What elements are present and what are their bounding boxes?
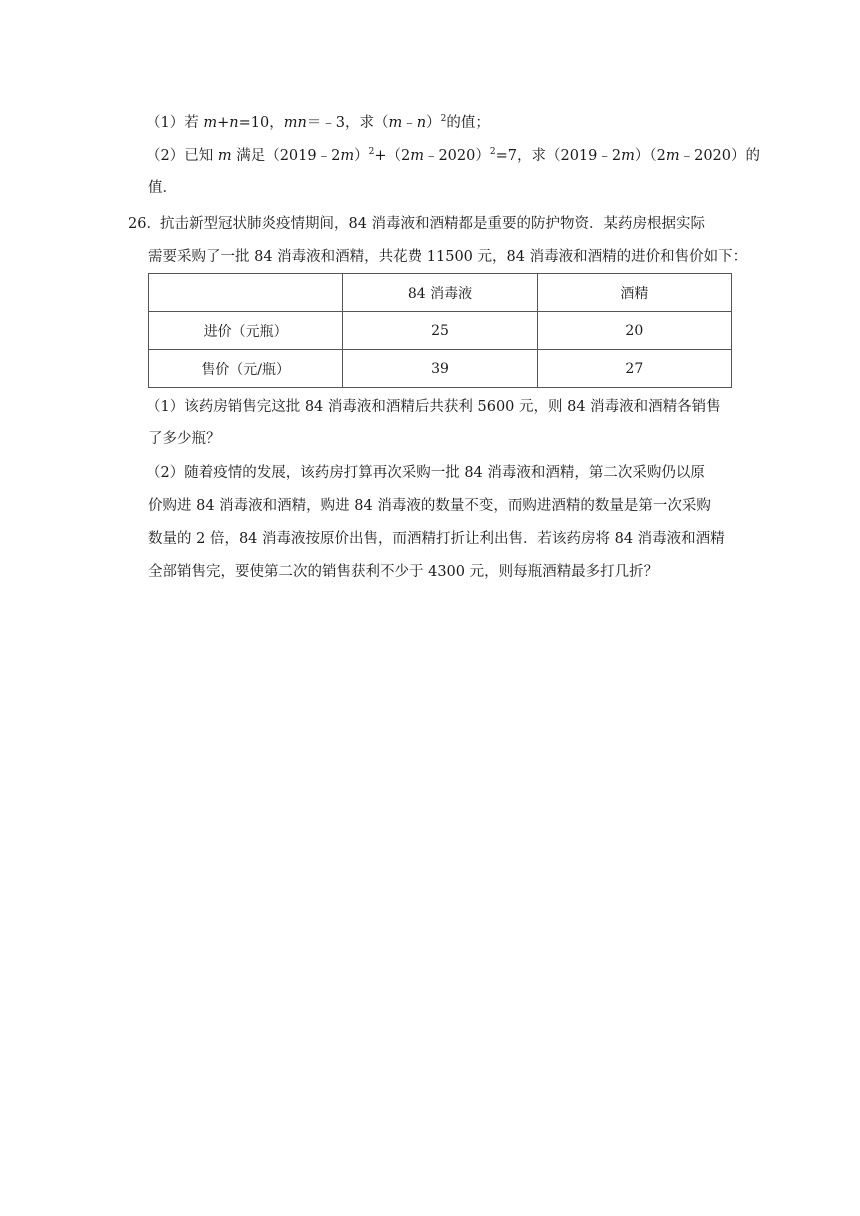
table-row [149, 350, 732, 388]
table-cell: 39 [343, 350, 537, 388]
table-cell: 20 [537, 312, 731, 350]
exponent: 2 [368, 147, 375, 158]
var-n: n [416, 115, 427, 131]
q26-part1-line2: 了多少瓶？ [148, 431, 221, 447]
q25-part2-line1 [146, 146, 760, 166]
table-cell: 25 [343, 312, 537, 350]
equation-text: +（2 [374, 148, 411, 164]
q26-part2-line4: 全部销售完，要使第二次的销售获利不少于 4300 元，则每瓶酒精最多打几折？ [148, 564, 659, 580]
q26-part2-line2: 价购进 84 消毒液和酒精，购进 84 消毒液的数量不变，而购进酒精的数量是第一次采购 [148, 498, 711, 514]
table-cell: 27 [537, 350, 731, 388]
table-header-cell: 84 消毒液 [343, 274, 537, 312]
equation-text: =7，求（2019﹣2 [495, 148, 622, 164]
equation-text: 满足（2019﹣2 [231, 148, 341, 164]
q25-part1-prefix: （1）若 [146, 115, 204, 131]
q26-part2-line1: （2）随着疫情的发展，该药房打算再次采购一批 84 消毒液和酒精，第二次采购仍以原 [146, 465, 705, 481]
var-m: m [665, 148, 680, 164]
table-header-cell [149, 274, 343, 312]
var-m: m [410, 148, 424, 164]
q25-part1 [146, 113, 490, 133]
equation-text: ）（2 [634, 148, 666, 164]
var-m: m [621, 148, 635, 164]
exponent: 2 [440, 114, 447, 125]
close-paren: ） [426, 115, 441, 131]
q26-part1-line1: （1）该药房销售完这批 84 消毒液和酒精后共获利 5600 元，则 84 消毒液和酒精各销售 [146, 399, 721, 415]
q26-part2-line3: 数量的 2 倍，84 消毒液按原价出售，而酒精打折让利出售．若该药房将 84 消毒液和酒精 [148, 531, 725, 547]
equation-text: ﹣2020） [423, 148, 490, 164]
var-n: n [229, 115, 239, 131]
equation-text: 的值； [446, 115, 490, 131]
var-m: m [340, 148, 355, 164]
q26-intro-line1: 抗击新型冠状肺炎疫情期间，84 消毒液和酒精都是重要的防护物资．某药房根据实际 [160, 216, 706, 232]
table-header-cell: 酒精 [537, 274, 731, 312]
minus-sign: ﹣ [402, 115, 417, 131]
table-cell: 售价（元/瓶） [149, 350, 343, 388]
var-m: m [203, 115, 218, 131]
q26-intro-line2: 需要采购了一批 84 消毒液和酒精，共花费 11500 元，84 消毒液和酒精的进价和售价如下： [148, 249, 748, 265]
table-cell: 进价（元瓶） [149, 312, 343, 350]
var-mn: mn [283, 115, 307, 131]
table-row [149, 312, 732, 350]
equation-text: ＝﹣3，求（ [306, 115, 389, 131]
var-m: m [217, 148, 232, 164]
exponent: 2 [489, 147, 496, 158]
table-header-row [149, 274, 732, 312]
equation-text: ） [354, 148, 369, 164]
q26-number: 26． [128, 216, 161, 232]
equation-text: （2）已知 [146, 148, 218, 164]
equation-text: ﹣2020）的 [679, 148, 760, 164]
var-m: m [388, 115, 403, 131]
plus-sign: + [217, 115, 230, 131]
price-table [148, 273, 732, 388]
q25-part2-line2: 值． [148, 180, 177, 196]
equation-text: =10， [238, 115, 284, 131]
